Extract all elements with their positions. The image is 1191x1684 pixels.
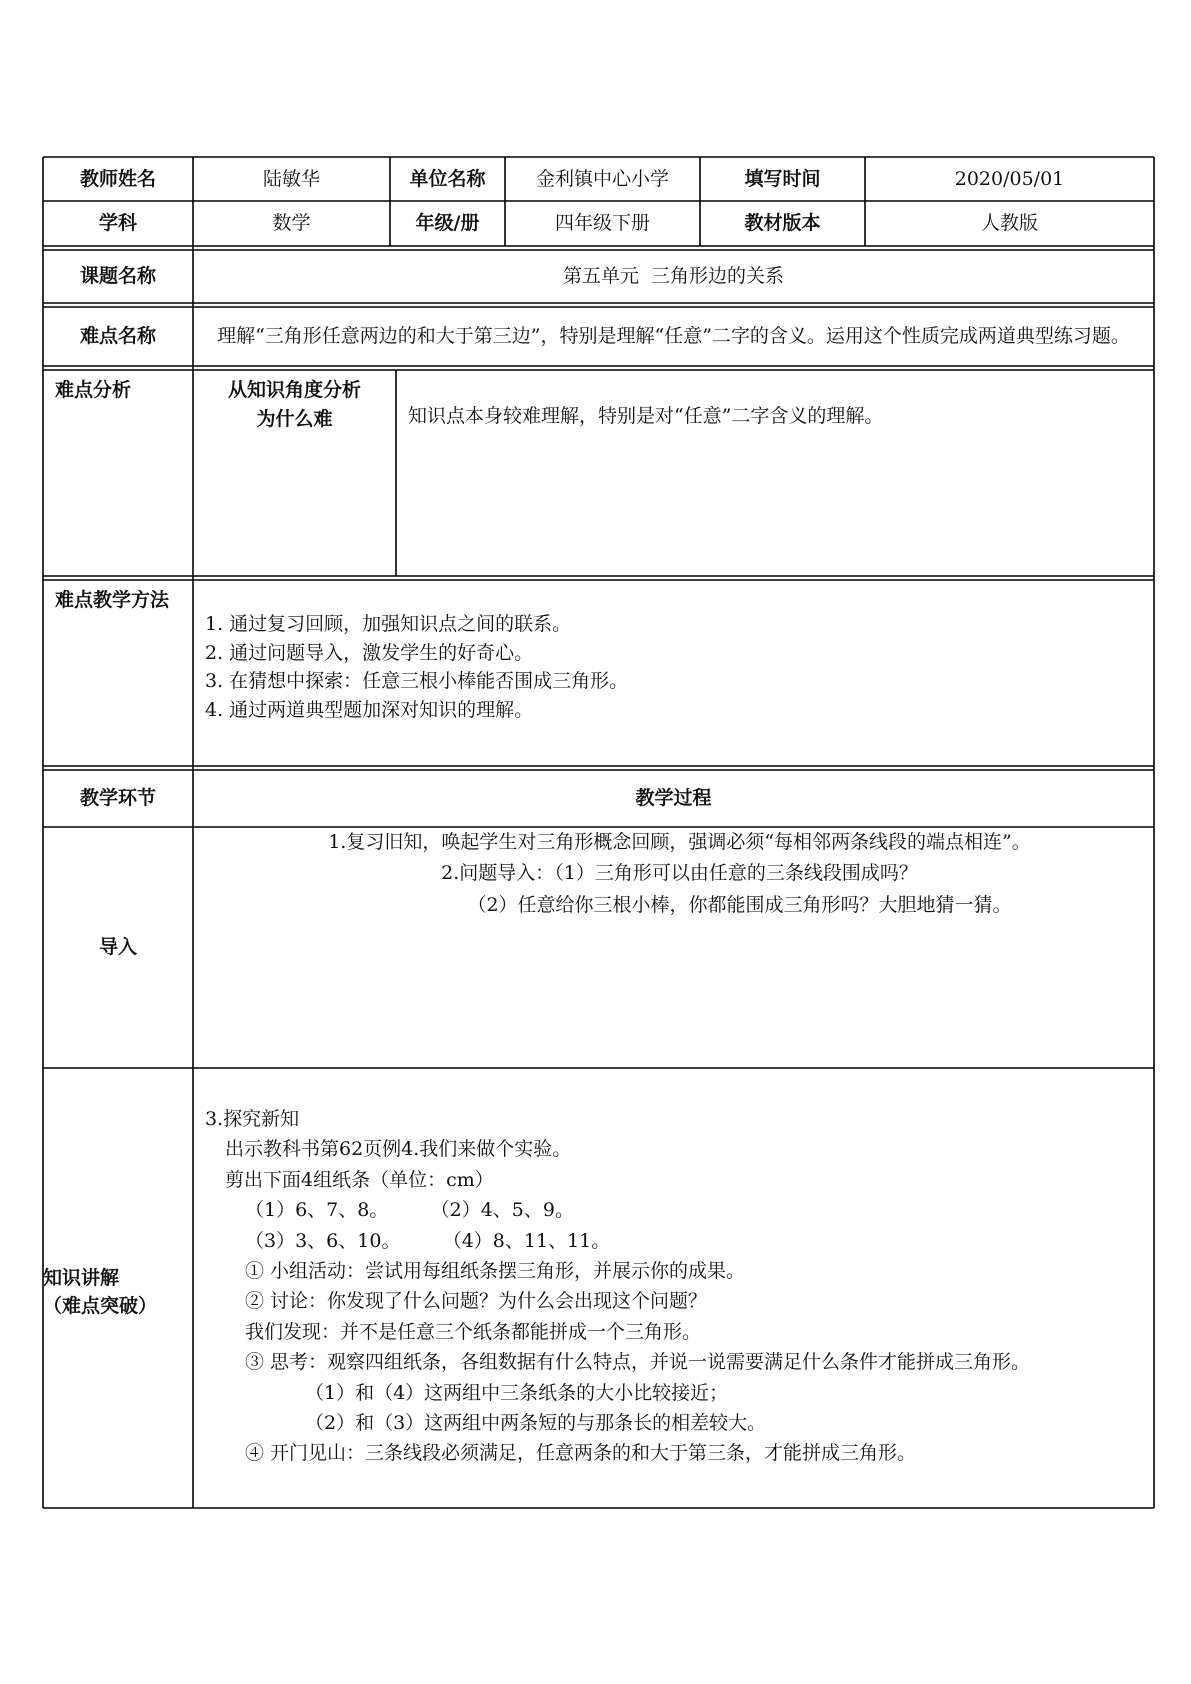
teacher-name-value: 陆敏华 (262, 167, 320, 190)
knowledge-line: 出示教科书第62页例4.我们来做个实验。 (225, 1138, 572, 1161)
knowledge-line: 3.探究新知 (205, 1108, 300, 1130)
process-header: 教学过程 (635, 787, 712, 810)
teacher-name-label: 教师姓名 (79, 167, 156, 190)
intro-line: 2.问题导入：（1）三角形可以由任意的三条线段围成吗？ (441, 862, 918, 885)
subject-value: 数学 (272, 212, 311, 235)
unit-name-label: 单位名称 (409, 167, 486, 190)
knowledge-line: ③ 思考：观察四组纸条，各组数据有什么特点，并说一说需要满足什么条件才能拼成三角形。 (245, 1351, 1031, 1374)
topic-value: 第五单元 三角形边的关系 (562, 265, 785, 288)
knowledge-line: （3）3、6、10。 （4）8、11、11。 (245, 1229, 611, 1252)
difficulty-value: 理解“三角形任意两边的和大于第三边”，特别是理解“任意”二字的含义。运用这个性质完成两道典型练习题。 (217, 324, 1130, 347)
knowledge-line: （1）6、7、8。 （2）4、5、9。 (245, 1199, 574, 1222)
knowledge-line: （1）和（4）这两组中三条纸条的大小比较接近； (305, 1381, 729, 1404)
intro-content (193, 827, 1154, 1068)
topic-label: 课题名称 (79, 265, 156, 288)
method-item: 1. 通过复习回顾，加强知识点之间的联系。 (205, 613, 572, 635)
difficulty-label: 难点名称 (79, 325, 156, 348)
knowledge-line: ④ 开门见山：三条线段必须满足，任意两条的和大于第三条，才能拼成三角形。 (245, 1442, 917, 1465)
intro-label: 导入 (98, 936, 137, 959)
subject-label: 学科 (98, 212, 137, 235)
edition-value: 人教版 (980, 212, 1038, 235)
grade-value: 四年级下册 (554, 212, 650, 235)
knowledge-line: ② 讨论：你发现了什么问题？为什么会出现这个问题？ (245, 1290, 708, 1313)
knowledge-content (193, 1068, 1154, 1508)
knowledge-line: ① 小组活动：尝试用每组纸条摆三角形，并展示你的成果。 (245, 1259, 746, 1282)
analysis-value: 知识点本身较难理解，特别是对“任意”二字含义的理解。 (408, 405, 884, 427)
intro-line: （2）任意给你三根小棒，你都能围成三角形吗？大胆地猜一猜。 (467, 893, 1012, 916)
fill-date-label: 填写时间 (744, 167, 821, 190)
stage-header: 教学环节 (79, 787, 156, 810)
fill-date-value: 2020/05/01 (954, 167, 1065, 190)
unit-name-value: 金利镇中心小学 (535, 167, 669, 190)
method-item: 2. 通过问题导入，激发学生的好奇心。 (205, 641, 534, 664)
knowledge-label-line1: 知识讲解 (43, 1266, 120, 1289)
method-item: 4. 通过两道典型题加深对知识的理解。 (205, 698, 534, 721)
knowledge-label (43, 1068, 193, 1508)
knowledge-line: 剪出下面4组纸条（单位：cm） (225, 1168, 494, 1191)
method-item: 3. 在猜想中探索：任意三根小棒能否围成三角形。 (205, 670, 629, 692)
edition-label: 教材版本 (744, 212, 821, 235)
grade-label: 年级/册 (415, 212, 480, 235)
knowledge-label-line2: （难点突破） (43, 1295, 158, 1317)
knowledge-line: 我们发现：并不是任意三个纸条都能拼成一个三角形。 (245, 1320, 702, 1343)
methods-label: 难点教学方法 (55, 589, 170, 611)
analysis-label: 难点分析 (55, 379, 132, 401)
analysis-sub-label: 从知识角度分析为什么难 (227, 379, 361, 430)
knowledge-line: （2）和（3）这两组中两条短的与那条长的相差较大。 (305, 1411, 767, 1434)
methods-list (193, 580, 1154, 766)
intro-line: 1.复习旧知，唤起学生对三角形概念回顾，强调必须“每相邻两条线段的端点相连”。 (328, 831, 1031, 853)
